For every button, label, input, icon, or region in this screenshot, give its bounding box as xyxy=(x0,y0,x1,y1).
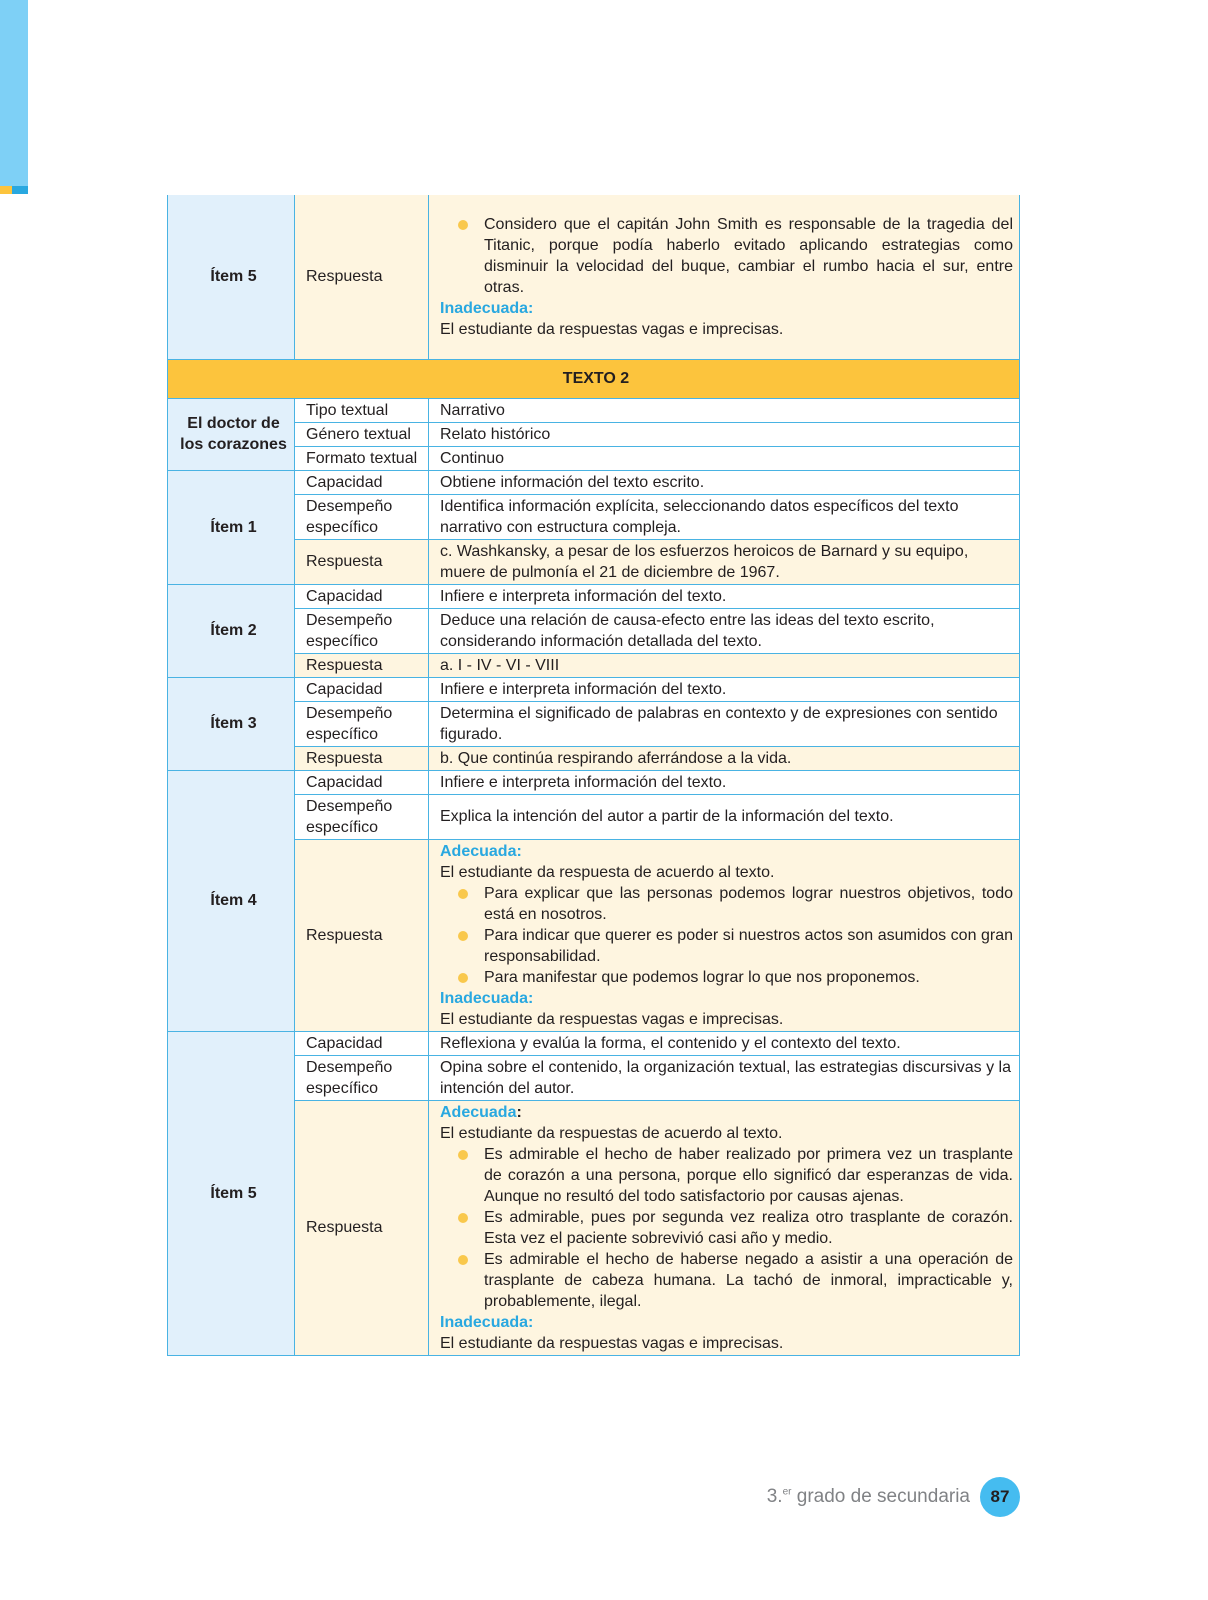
row-label: Respuesta xyxy=(295,839,429,1031)
row-label: Respuesta xyxy=(295,195,429,359)
table-row xyxy=(168,422,1020,446)
adequate-label: Adecuada xyxy=(440,1103,517,1121)
table-row xyxy=(168,677,1020,701)
response-cell xyxy=(429,839,1020,1031)
table-row xyxy=(168,839,1020,1031)
row-label: Desempeño específico xyxy=(295,494,429,539)
list-item: Es admirable el hecho de haber realizado por primera vez un trasplante de corazón a una persona, porque ello significó dar esperanzas de vida. Aunque no resultó del todo satisfactorio por causas ajenas. xyxy=(440,1144,1013,1207)
performance-value: Identifica información explícita, seleccionando datos específicos del texto narrativo con estructura compleja. xyxy=(429,494,1020,539)
list-item: Considero que el capitán John Smith es responsable de la tragedia del Titanic, porque podía haberlo evitado aplicando estrategias como disminuir la velocidad del buque, cambiar el rumbo hacia el sur, entre otras. xyxy=(440,214,1013,298)
table-row xyxy=(168,1055,1020,1100)
performance-value: Explica la intención del autor a partir de la información del texto. xyxy=(429,794,1020,839)
section-band xyxy=(168,359,1020,398)
text-title: El doctor de los corazones xyxy=(168,398,295,470)
capacity-value: Infiere e interpreta información del texto. xyxy=(429,677,1020,701)
page-number: 87 xyxy=(980,1477,1020,1517)
row-label: Género textual xyxy=(295,422,429,446)
row-value: Relato histórico xyxy=(429,422,1020,446)
row-label: Capacidad xyxy=(295,584,429,608)
list-item: Para indicar que querer es poder si nuestros actos son asumidos con gran responsabilidad. xyxy=(440,925,1013,967)
adequate-heading xyxy=(440,1102,1013,1123)
inadequate-label: Inadecuada: xyxy=(440,299,534,317)
grade-label: 3.$^{er}$ grado de secundaria xyxy=(766,1486,970,1507)
row-value: Narrativo xyxy=(429,398,1020,422)
capacity-value: Infiere e interpreta información del texto. xyxy=(429,584,1020,608)
response-cell xyxy=(429,195,1020,359)
capacity-value: Obtiene información del texto escrito. xyxy=(429,470,1020,494)
row-label: Respuesta xyxy=(295,746,429,770)
table-row xyxy=(168,608,1020,653)
table-row xyxy=(168,770,1020,794)
row-label: Desempeño específico xyxy=(295,608,429,653)
answer-bullets xyxy=(440,214,1013,298)
row-value: Continuo xyxy=(429,446,1020,470)
table-row xyxy=(168,470,1020,494)
edge-yellow-stripe xyxy=(0,186,12,194)
table-row xyxy=(168,653,1020,677)
row-label: Formato textual xyxy=(295,446,429,470)
item-label: Ítem 4 xyxy=(168,770,295,1031)
inadequate-label: Inadecuada: xyxy=(440,989,534,1007)
row-label: Tipo textual xyxy=(295,398,429,422)
item-label: Ítem 1 xyxy=(168,470,295,584)
item-label: Ítem 3 xyxy=(168,677,295,770)
inadequate-label: Inadecuada: xyxy=(440,1313,534,1331)
table-row xyxy=(168,195,1020,359)
answer-bullets xyxy=(440,883,1013,988)
table-row xyxy=(168,1031,1020,1055)
capacity-value: Infiere e interpreta información del texto. xyxy=(429,770,1020,794)
row-label: Respuesta xyxy=(295,539,429,584)
performance-value: Opina sobre el contenido, la organización textual, las estrategias discursivas y la intención del autor. xyxy=(429,1055,1020,1100)
table-row xyxy=(168,539,1020,584)
performance-value: Deduce una relación de causa-efecto entre las ideas del texto escrito, considerando información detallada del texto. xyxy=(429,608,1020,653)
inadequate-text: El estudiante da respuestas vagas e imprecisas. xyxy=(440,1010,784,1028)
list-item: Para manifestar que podemos lograr lo que nos proponemos. xyxy=(440,967,1013,988)
row-label: Capacidad xyxy=(295,1031,429,1055)
list-item: Es admirable el hecho de haberse negado a asistir a una operación de trasplante de cabeza humana. La tachó de inmoral, impracticable y, probablemente, ilegal. xyxy=(440,1249,1013,1312)
row-label: Desempeño específico xyxy=(295,701,429,746)
row-label: Capacidad xyxy=(295,770,429,794)
response-value: a. I - IV - VI - VIII xyxy=(429,653,1020,677)
item-label: Ítem 5 xyxy=(168,1031,295,1355)
row-label: Respuesta xyxy=(295,653,429,677)
edge-color-bar xyxy=(0,0,28,186)
capacity-value: Reflexiona y evalúa la forma, el contenido y el contexto del texto. xyxy=(429,1031,1020,1055)
adequate-label: Adecuada: xyxy=(440,842,522,860)
section-title: TEXTO 2 xyxy=(168,359,1020,398)
table-row xyxy=(168,584,1020,608)
list-item: Es admirable, pues por segunda vez realiza otro trasplante de corazón. Esta vez el paciente sobrevivió casi año y medio. xyxy=(440,1207,1013,1249)
table-row xyxy=(168,701,1020,746)
row-label: Respuesta xyxy=(295,1100,429,1355)
response-value: c. Washkansky, a pesar de los esfuerzos heroicos de Barnard y su equipo, muere de pulmonía el 21 de diciembre de 1967. xyxy=(429,539,1020,584)
item-label: Ítem 5 xyxy=(168,195,295,359)
adequate-text: El estudiante da respuesta de acuerdo al texto. xyxy=(440,863,775,881)
row-label: Capacidad xyxy=(295,470,429,494)
rubric-table xyxy=(167,195,1020,1356)
performance-value: Determina el significado de palabras en contexto y de expresiones con sentido figurado. xyxy=(429,701,1020,746)
list-item: Para explicar que las personas podemos lograr nuestros objetivos, todo está en nosotros. xyxy=(440,883,1013,925)
table-row xyxy=(168,446,1020,470)
adequate-text: El estudiante da respuestas de acuerdo al texto. xyxy=(440,1124,783,1142)
inadequate-text: El estudiante da respuestas vagas e imprecisas. xyxy=(440,320,784,338)
row-label: Capacidad xyxy=(295,677,429,701)
table-row xyxy=(168,794,1020,839)
answer-bullets xyxy=(440,1144,1013,1312)
row-label: Desempeño específico xyxy=(295,794,429,839)
edge-blue-stripe xyxy=(12,186,28,194)
table-row xyxy=(168,494,1020,539)
page-footer xyxy=(767,1477,1020,1517)
inadequate-text: El estudiante da respuestas vagas e imprecisas. xyxy=(440,1334,784,1352)
table-row xyxy=(168,398,1020,422)
table-row xyxy=(168,1100,1020,1355)
adequate-colon: : xyxy=(516,1103,522,1121)
row-label: Desempeño específico xyxy=(295,1055,429,1100)
table-row xyxy=(168,746,1020,770)
response-value: b. Que continúa respirando aferrándose a la vida. xyxy=(429,746,1020,770)
item-label: Ítem 2 xyxy=(168,584,295,677)
response-cell xyxy=(429,1100,1020,1355)
